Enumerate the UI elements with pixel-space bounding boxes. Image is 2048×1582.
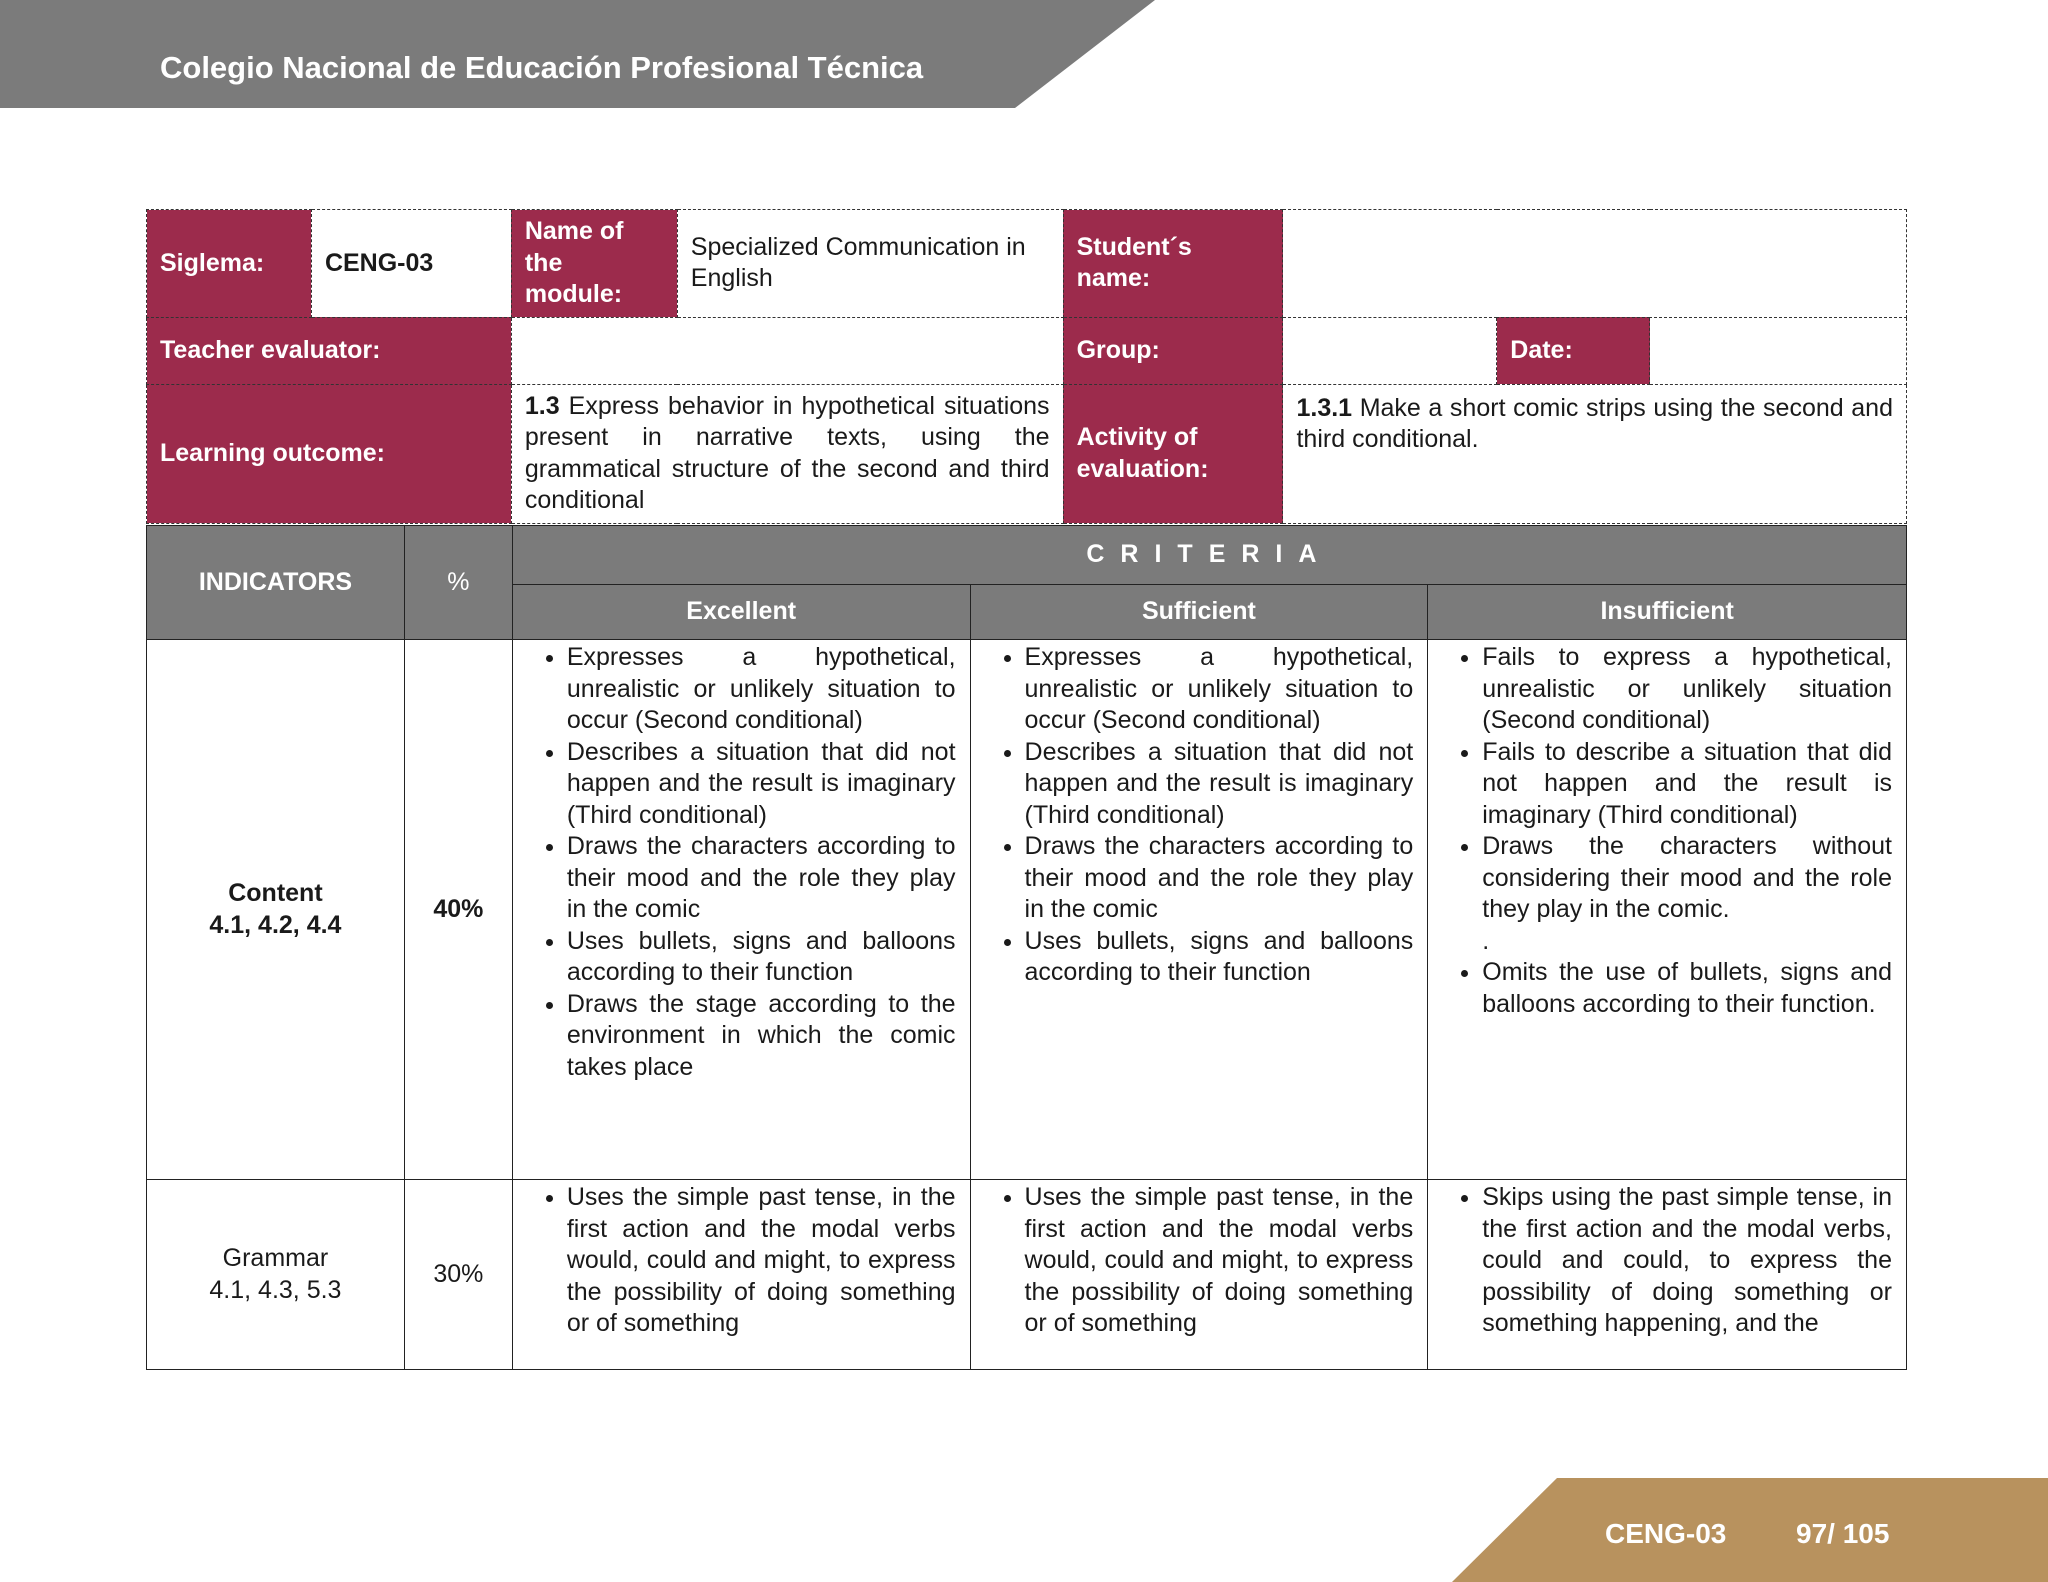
date-label: Date: [1497,317,1650,384]
insufficient-cell [1428,1180,1907,1370]
indicators-header: INDICATORS [147,526,405,640]
sufficient-cell [970,640,1428,1180]
student-label: Student´s name: [1063,210,1283,318]
list-item: • Expresses a hypothetical, unrealistic or unlikely situation to occur (Second conditional) [1025,642,1414,737]
indicator-refs: 4.1, 4.2, 4.4 [209,910,342,939]
activity-text: Make a short comic strips using the second and third conditional. [1296,393,1893,453]
date-field[interactable] [1650,317,1907,384]
teacher-field[interactable] [511,317,1063,384]
outcome-code: 1.3 [524,391,560,420]
group-field[interactable] [1283,317,1497,384]
indicator-cell [147,640,405,1180]
footer-band [1452,1478,2048,1582]
activity-value [1283,384,1907,523]
rubric-table [146,525,1907,1370]
indicator-name: Grammar [222,1244,329,1272]
module-value: Specialized Communication in English [677,210,1063,318]
list-item: • Omits the use of bullets, signs and balloons according to their function. [1482,957,1892,1020]
info-table [146,209,1907,524]
list-item: • Fails to express a hypothetical, unrealistic or unlikely situation (Second conditional) [1482,642,1892,737]
module-label: Name of the module: [511,210,677,318]
insufficient-cell [1428,640,1907,1180]
excellent-header: Excellent [512,585,970,640]
outcome-label: Learning outcome: [147,384,512,523]
page-number: 97/ 105 [1796,1518,1890,1549]
list-item: • Draws the stage according to the environment in which the comic takes place [567,989,956,1084]
list-item: • Draws the characters according to their mood and the role they play in the comic [567,831,956,926]
siglema-value: CENG-03 [311,210,511,318]
criteria-header: CRITERIA [512,526,1906,585]
activity-code: 1.3.1 [1296,393,1353,422]
excellent-cell [512,640,970,1180]
table-row [147,640,1907,1180]
indicator-refs: 4.1, 4.3, 5.3 [209,1275,342,1304]
siglema-label: Siglema: [147,210,312,318]
institution-title: Colegio Nacional de Educación Profesional Técnica [160,50,924,85]
outcome-text: Express behavior in hypothetical situations present in narrative texts, using the grammatical structure of the second and third conditional [524,391,1050,514]
list-item: • Describes a situation that did not happen and the result is imaginary (Third conditional) [567,737,956,832]
list-item: • Expresses a hypothetical, unrealistic or unlikely situation to occur (Second conditional) [567,642,956,737]
student-name-field[interactable] [1283,210,1907,318]
list-item: • Skips using the past simple tense, in the first action and the modal verbs, could and could, to express the possibility of doing something or something happening, and the [1482,1182,1892,1340]
percent-cell: 40% [404,640,512,1180]
list-item: • Fails to describe a situation that did not happen and the result is imaginary (Third conditional) [1482,737,1892,832]
activity-label: Activity of evaluation: [1063,384,1283,523]
list-item: • Uses the simple past tense, in the first action and the modal verbs would, could and might, to express the possibility of doing something or of something [567,1182,956,1340]
footer-code: CENG-03 [1605,1518,1727,1549]
list-item: • Draws the characters without considering their mood and the role they play in the comic. [1482,831,1892,926]
excellent-cell [512,1180,970,1370]
list-item: • Uses bullets, signs and balloons according to their function [567,926,956,989]
table-row [147,1180,1907,1370]
insufficient-header: Insufficient [1428,585,1907,640]
indicator-name: Content [228,879,323,907]
list-item: • Describes a situation that did not happen and the result is imaginary (Third conditional) [1025,737,1414,832]
stray-dot: . [1482,926,1490,955]
list-item: • Uses bullets, signs and balloons according to their function [1025,926,1414,989]
list-item: • Uses the simple past tense, in the first action and the modal verbs would, could and might, to express the possibility of doing something or of something [1025,1182,1414,1340]
teacher-label: Teacher evaluator: [147,317,512,384]
outcome-value [511,384,1063,523]
percent-header: % [404,526,512,640]
indicator-cell [147,1180,405,1370]
sufficient-header: Sufficient [970,585,1428,640]
list-item: • Draws the characters according to their mood and the role they play in the comic [1025,831,1414,926]
percent-cell: 30% [404,1180,512,1370]
sufficient-cell [970,1180,1428,1370]
group-label: Group: [1063,317,1283,384]
